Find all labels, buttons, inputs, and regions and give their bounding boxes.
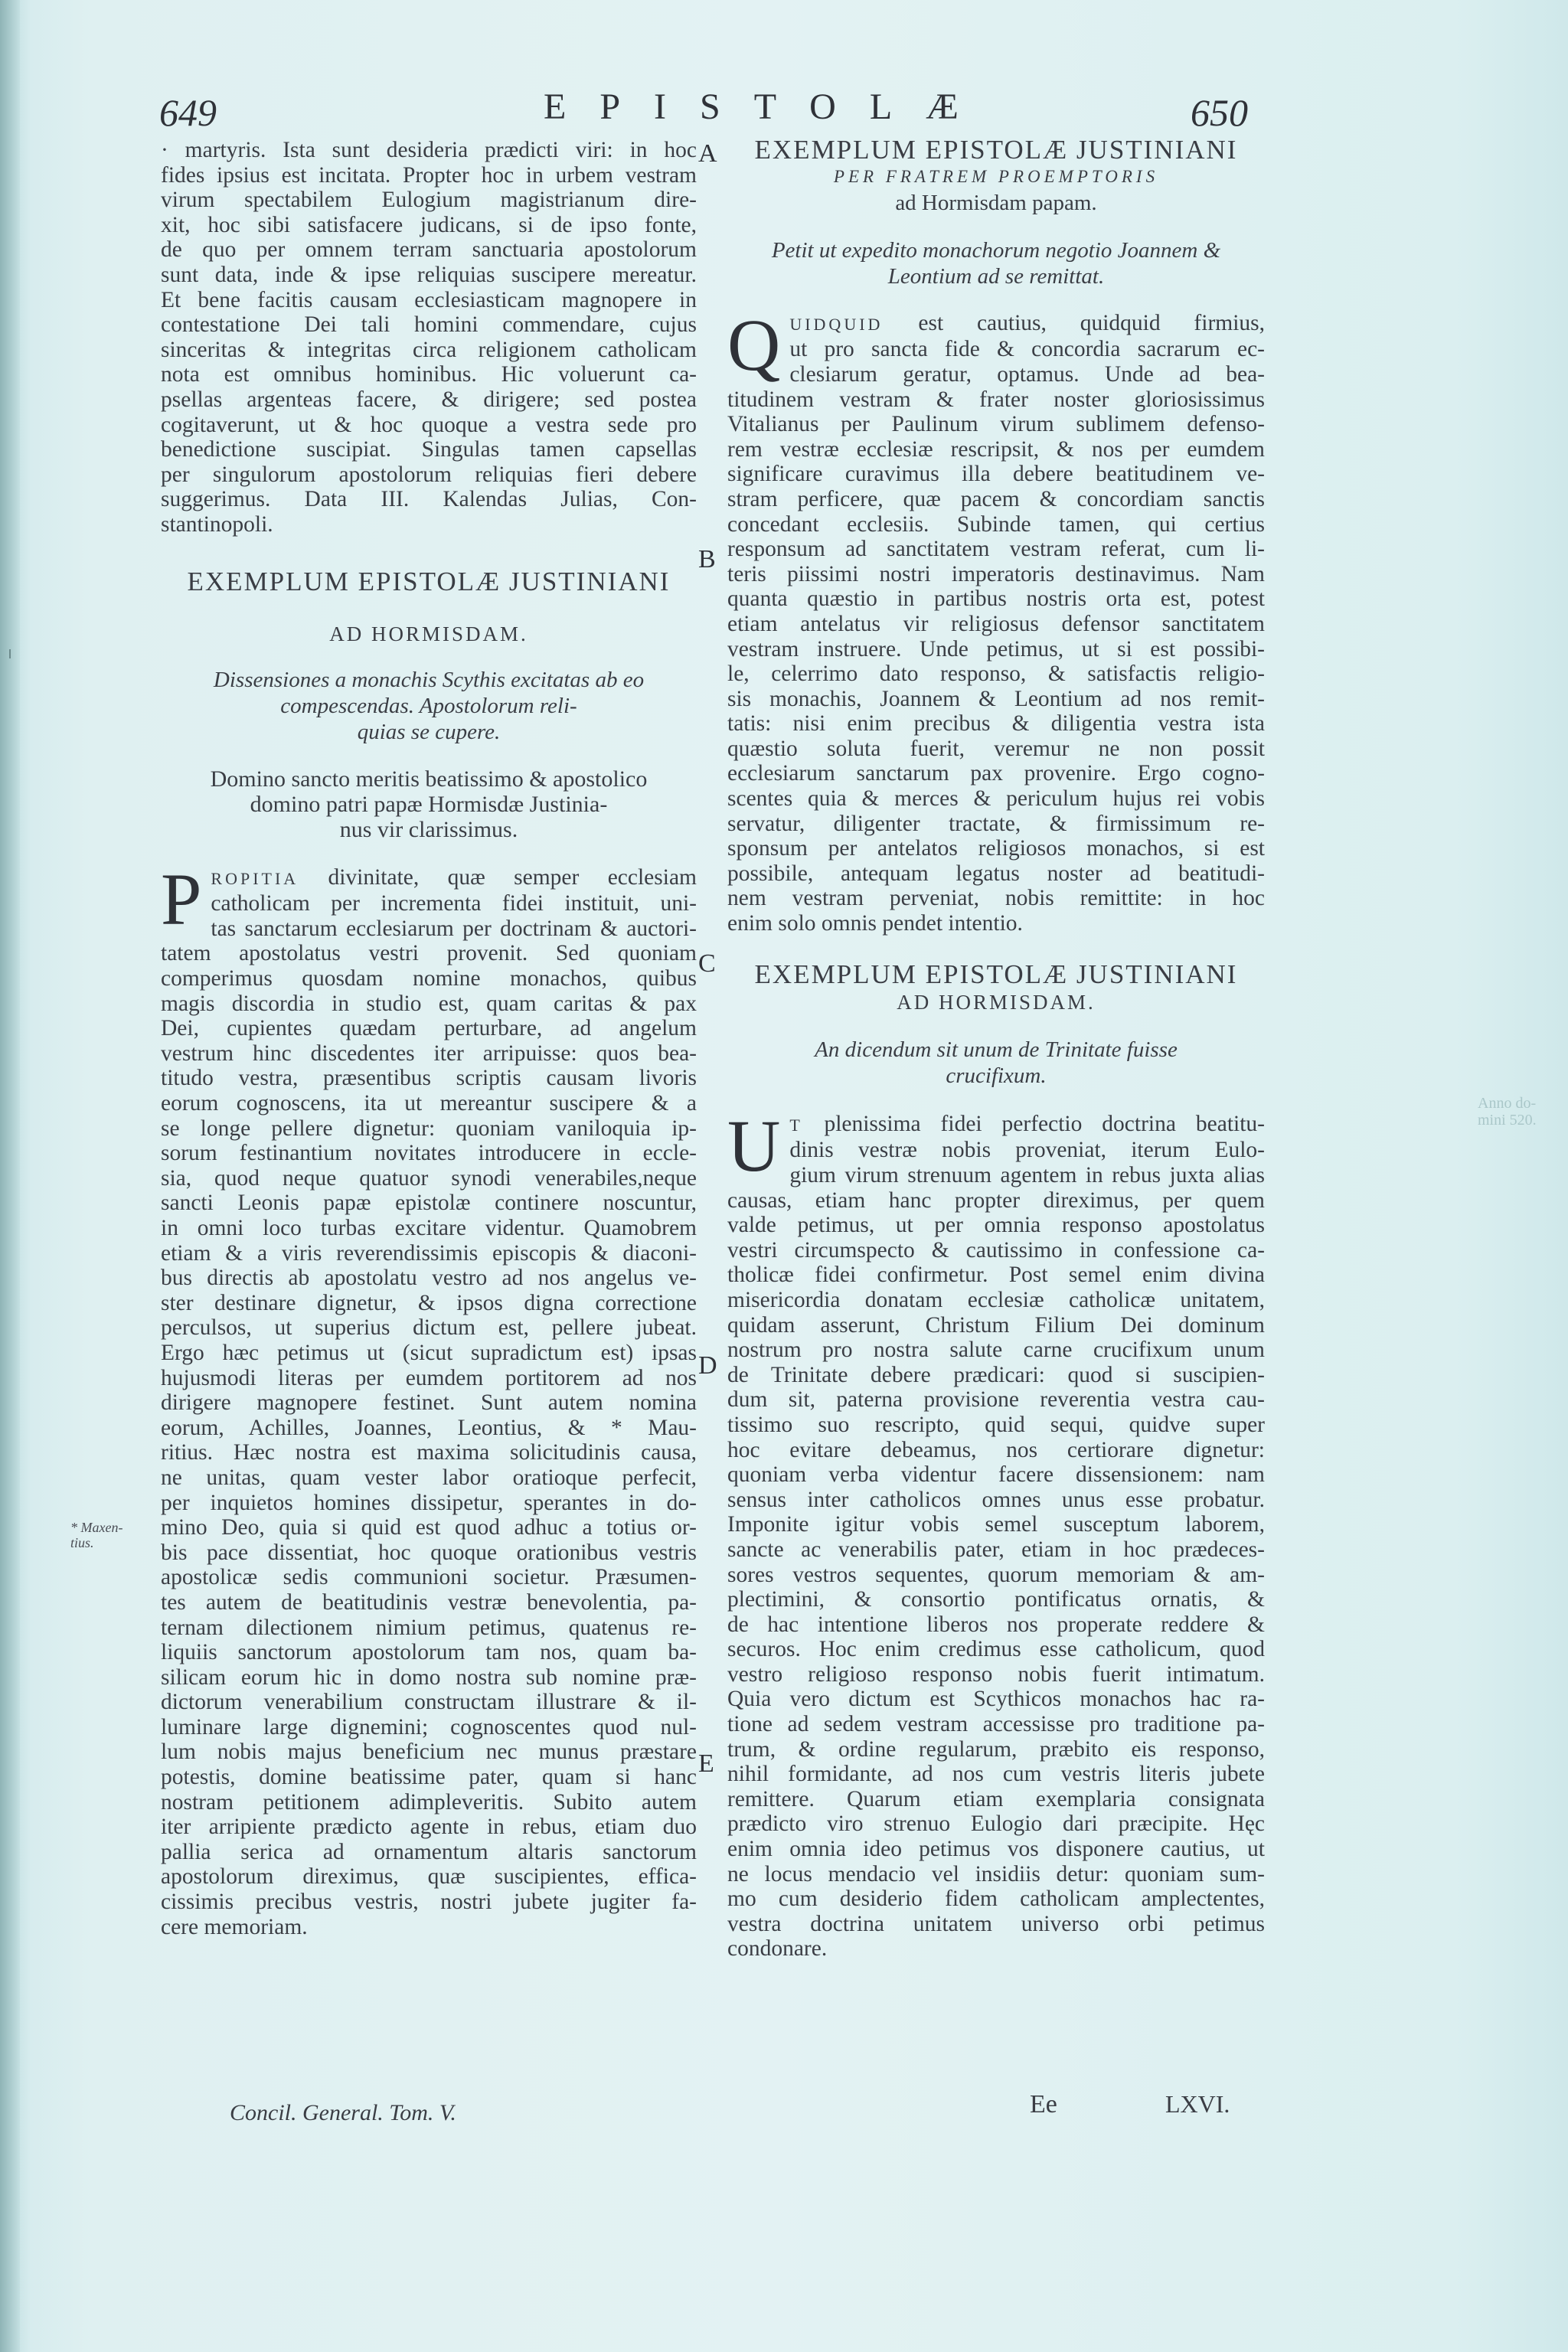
text-line: nostrum pro nostra salute carne crucifixum unum	[727, 1338, 1265, 1363]
text-line: de hac intentione liberos nos properate reddere &	[727, 1612, 1265, 1637]
text-line: dirigere magnopere festinet. Sunt autem nomina	[161, 1390, 697, 1416]
text-line: benedictione suscipiat. Singulas tamen capsellas	[161, 437, 697, 462]
text-line: iter arripiente prædicto agente in rebus, etiam duo	[161, 1815, 697, 1840]
text-line: T plenissima fidei perfectio doctrina beatitu-	[789, 1111, 1265, 1136]
text-line: causas, etiam hanc propter direximus, per quem	[727, 1187, 1265, 1213]
text-line: gium virum strenuum agentem in rebus juxta alias	[789, 1163, 1265, 1187]
text-line: sancti Leonis papæ epistolæ continere noscuntur,	[161, 1191, 697, 1216]
text-line: possibile, antequam legatus noster ad beatitudi-	[727, 861, 1265, 886]
text-line: ut pro sancta fide & concordia sacrarum ec-	[789, 337, 1265, 362]
text-line: plectimini, & consortio pontificatus ornatis, &	[727, 1587, 1265, 1612]
text-line: misericordia donatam ecclesiæ catholicæ unitatem,	[727, 1287, 1265, 1312]
text-line: tissimo suo rescripto, quid sequi, quidve super	[727, 1412, 1265, 1437]
text-line: enim omnia ideo petimus vos disponere cautius, ut	[727, 1837, 1265, 1862]
show-through-line: Anno do-	[1478, 1095, 1537, 1112]
intro-paragraph	[161, 138, 697, 537]
text-line: mino Deo, quia si quid est quod adhuc a totius or-	[161, 1515, 697, 1540]
text-line: hoc evitare debeamus, nos certiorare dignetur:	[727, 1437, 1265, 1462]
text-line: trum, & ordine regularum, præbito eis responso,	[727, 1736, 1265, 1762]
text-line: Dissensiones a monachis Scythis excitatas ab eo	[213, 667, 645, 692]
text-line: eorum cognoscens, ita ut mereantur suscipere & a	[161, 1091, 697, 1116]
letter-body-lines	[727, 303, 1266, 936]
text-line: contestatione Dei tali homini commendare, cujus	[161, 312, 697, 338]
text-line: ternam dilectionem nimium petimus, quatenus re-	[161, 1615, 697, 1640]
text-line: quanta quæstio in partibus nostris orta est, potest	[727, 586, 1265, 612]
show-through-text	[1478, 1095, 1537, 1129]
text-line: etiam & a viris reverendissimis episcopis & diaconi-	[161, 1240, 697, 1266]
text-line: compescendas. Apostolorum reli-	[280, 693, 577, 718]
text-line: servatur, diligenter tractate, & firmissimum re-	[727, 811, 1265, 836]
text-line: suggerimus. Data III. Kalendas Julias, Con-	[161, 487, 697, 512]
text-line: bis pace dissentiat, hoc quoque orationibus vestris	[161, 1540, 697, 1565]
letter-addressee: AD HORMISDAM.	[897, 991, 1096, 1014]
text-line: valde petimus, ut per omnia responso apostolatus	[727, 1213, 1265, 1238]
margin-note-line: tius.	[70, 1535, 94, 1550]
text-line: liquiis sanctorum apostolorum tam nos, quam ba-	[161, 1640, 697, 1665]
text-line: prædicto viro strenuo Eulogio dari præcipite. Hęc	[727, 1811, 1265, 1837]
text-line: vestri circumspecto & cautissimo in confessione ca-	[727, 1237, 1265, 1263]
footer-volume: Concil. General. Tom. V.	[230, 2100, 456, 2125]
text-line: vestra doctrina unitatem universo orbi petimus	[727, 1911, 1265, 1936]
text-line: tes autem de beatitudinis vestræ benevolentia, pa-	[161, 1589, 697, 1615]
book-gutter	[0, 0, 20, 2352]
text-line: domino patri papæ Hormisdæ Justinia-	[250, 791, 608, 817]
text-line: tas sanctarum ecclesiarum per doctrinam & auctori-	[211, 916, 697, 941]
opening-word: T	[789, 1115, 825, 1135]
footer-signature: Ee	[1030, 2090, 1057, 2118]
text-line: clesiarum geratur, optamus. Unde ad bea-	[789, 361, 1265, 387]
text-line: tione ad sedem vestram accessisse pro traditione pa-	[727, 1712, 1265, 1737]
opening-word: ROPITIA	[211, 868, 328, 888]
right-column	[727, 135, 1266, 1962]
text-line: pallia serica ad ornamentum altaris sanctorum	[161, 1839, 697, 1864]
text-line: le, celerrimo dato responso, & satisfactis religio-	[727, 662, 1265, 687]
text-line: sorum festinantium novitates introducere in eccle-	[161, 1141, 697, 1166]
text-line: rem vestræ ecclesiæ rescripsit, & nos per eumdem	[727, 436, 1265, 462]
text-line: ROPITIA divinitate, quæ semper ecclesiam	[211, 864, 697, 890]
text-line: eorum, Achilles, Joannes, Leontius, & * Mau-	[161, 1415, 697, 1440]
text-line: scentes quia & merces & periculum hujus rei vobis	[727, 786, 1265, 812]
letter-body	[727, 1104, 1265, 1962]
text-line: Vitalianus per Paulinum virum sublimem defenso-	[727, 412, 1265, 437]
text-line: de Trinitate debere prædicari: quod si suscipien-	[727, 1362, 1265, 1387]
text-line: per inquietos homines dissipetur, sperantes in do-	[161, 1490, 697, 1515]
text-line: per singulorum apostolorum reliquias fieri debere	[161, 462, 697, 487]
text-line: dum sit, paterna provisione reverentia vestra cau-	[727, 1387, 1265, 1413]
letter-addressee: ad Hormisdam papam.	[895, 191, 1097, 216]
text-line: quias se cupere.	[357, 719, 501, 744]
text-line: vestrum hinc discedentes iter arripuisse: quos bea-	[161, 1040, 697, 1066]
text-line: ne unitas, quam vester labor oratioque perfecit,	[161, 1465, 697, 1490]
text-line: significare curavimus illa debere beatitudinem ve-	[727, 462, 1265, 487]
text-line: bus directis ab apostolatu vestro ad nos angelus ve-	[161, 1266, 697, 1291]
letter-body-lines	[161, 858, 697, 1940]
text-line: cere memoriam.	[161, 1914, 308, 1939]
margin-letter-c: C	[698, 949, 716, 978]
text-line: Domino sancto meritis beatissimo & apostolico	[210, 766, 648, 792]
text-line: sia, quod neque quatuor synodi venerabiles,neque	[161, 1165, 697, 1191]
text-line: catholicam per incrementa fidei instituit, uni-	[211, 891, 697, 916]
running-title: EPISTOLÆ	[544, 87, 992, 127]
show-through-line: mini 520.	[1478, 1112, 1537, 1129]
text-line: Leontium ad se remittat.	[887, 263, 1105, 289]
text-line: perculsos, ut superius dictum est, pellere jubeat.	[161, 1315, 697, 1341]
text-line: sis monachis, Joannem & Leontium ad nos remit-	[727, 686, 1265, 711]
left-column	[161, 138, 697, 1939]
text-line: Imponite igitur vobis semel susceptum laborem,	[727, 1512, 1265, 1537]
margin-letter-b: B	[698, 545, 716, 573]
text-line: nem vestram perveniat, nobis remittite: in hoc	[727, 886, 1265, 911]
text-line: mo cum desiderio fidem catholicam amplectentes,	[727, 1886, 1265, 1912]
letter-body	[727, 303, 1266, 936]
text-line: magis discordia in studio est, quam caritas & pax	[161, 991, 697, 1016]
text-line: nus vir clarissimus.	[339, 816, 518, 842]
text-line: stram perficere, quæ pacem & concordiam sanctis	[727, 486, 1265, 511]
letter-heading: EXEMPLUM EPISTOLÆ JUSTINIANI	[754, 135, 1238, 165]
text-line: potestis, domine beatissime pater, quam si hanc	[161, 1765, 697, 1790]
text-line: ne locus mendacio vel insidiis detur: quoniam sum-	[727, 1861, 1265, 1886]
right-page-number: 650	[1191, 91, 1248, 134]
text-line: ster destinare dignetur, & ipsos digna correctione	[161, 1290, 697, 1315]
text-line: Quia vero dictum est Scythicos monachos hac ra-	[727, 1687, 1265, 1712]
text-line: virum spectabilem Eulogium magistrianum dire-	[161, 188, 697, 213]
text-line: comperimus quosdam nomine monachos, quibus	[161, 966, 697, 991]
text-line: sinceritas & integritas circa religionem catholicam	[161, 337, 697, 362]
text-line: apostolicæ sedis communioni societur. Præsumen-	[161, 1565, 697, 1590]
text-line: Ergo hæc petimus ut (sicut supradictum est) ipsas	[161, 1340, 697, 1365]
text-line: condonare.	[727, 1936, 828, 1962]
text-line: se longe pellere dignetur: quoniam vaniloquia ip-	[161, 1116, 697, 1141]
letter-summary	[727, 1037, 1265, 1089]
text-line: quæstio soluta fuerit, veremur ne non possit	[727, 736, 1265, 761]
text-line: silicam eorum hic in domo nostra sub nomine præ-	[161, 1664, 697, 1690]
text-line: tatem apostolatus vestri provenit. Sed quoniam	[161, 941, 697, 966]
text-line: sunt data, inde & ipse reliquias suscipere mereatur.	[161, 262, 697, 287]
text-line: titudinem vestram & frater noster gloriosissimus	[727, 387, 1265, 412]
left-page-number: 649	[159, 91, 217, 134]
text-line: Dei, cupientes quædam perturbare, ad angelum	[161, 1016, 697, 1041]
text-line: Et bene facitis causam ecclesiasticam magnopere in	[161, 287, 697, 312]
text-line: sensus inter catholicos omnes unus esse probatur.	[727, 1487, 1265, 1512]
margin-letter-d: D	[698, 1351, 717, 1380]
text-line: etiam antelatus vir religiosus defensor sanctitatem	[727, 611, 1265, 636]
text-line: sores vestros sequentes, quorum memoriam & am-	[727, 1562, 1265, 1587]
text-line: responsum ad sanctitatem vestram referat, cum li-	[727, 537, 1265, 562]
text-line: quidam asserunt, Christum Filium Dei dominum	[727, 1312, 1265, 1338]
text-line: cogitaverunt, ut & hoc quoque a vestra sede pro	[161, 412, 697, 437]
text-line: vestro religioso responso nobis fuerit intimatum.	[727, 1661, 1265, 1687]
text-line: enim solo omnis pendet intentio.	[727, 911, 1023, 936]
text-line: tatis: nisi enim precibus & diligentia vestra ista	[727, 711, 1265, 737]
text-line: fides ipsius est incitata. Propter hoc in urbem vestram	[161, 162, 697, 188]
gutter-mark	[9, 649, 11, 658]
drop-capital: P	[161, 858, 202, 940]
text-line: psellas argenteas facere, & dirigere; sed postea	[161, 387, 697, 412]
letter-heading: EXEMPLUM EPISTOLÆ JUSTINIANI	[754, 959, 1238, 989]
text-line: in omni loco turbas excitare videntur. Quamobrem	[161, 1216, 697, 1240]
text-line: sancte ac venerabilis pater, etiam in hoc prædeces-	[727, 1537, 1265, 1562]
text-line: An dicendum sit unum de Trinitate fuisse	[815, 1037, 1178, 1062]
footer-folio: LXVI.	[1165, 2090, 1230, 2118]
letter-heading: EXEMPLUM EPISTOLÆ JUSTINIANI	[187, 566, 671, 596]
text-line: nihil formidante, ad nos cum vestris literis jubete	[727, 1762, 1265, 1787]
letter-summary	[161, 667, 697, 745]
text-line: · martyris. Ista sunt desideria prædicti viri: in hoc	[161, 138, 697, 162]
letter-subheading: PER FRATREM PROEMPTORIS	[833, 166, 1159, 186]
text-line: ecclesiarum sanctarum pax provenire. Ergo cogno-	[727, 761, 1265, 786]
letter-body-lines	[727, 1104, 1265, 1962]
letter-addressee: AD HORMISDAM.	[329, 622, 528, 646]
text-line: Petit ut expedito monachorum negotio Joannem &	[771, 237, 1221, 263]
text-line: crucifixum.	[946, 1063, 1047, 1088]
text-line: remittere. Quarum etiam exemplaria consignata	[727, 1786, 1265, 1811]
text-line: stantinopoli.	[161, 511, 273, 537]
text-line: titudo vestra, præsentibus scriptis causam livoris	[161, 1066, 697, 1091]
text-line: de quo per omnem terram sanctuaria apostolorum	[161, 237, 697, 263]
margin-letter-e: E	[698, 1749, 714, 1778]
margin-note-line: * Maxen-	[70, 1520, 123, 1535]
letter-summary	[727, 237, 1265, 289]
text-line: dinis vestræ nobis proveniat, iterum Eulo-	[789, 1138, 1265, 1163]
margin-letter-a: A	[698, 139, 717, 168]
opening-word: UIDQUID	[789, 314, 919, 334]
salutation	[161, 766, 697, 842]
drop-capital: U	[727, 1104, 781, 1187]
letter-body	[161, 858, 697, 1940]
text-line: dictorum venerabilium constructam illustrare & il-	[161, 1690, 697, 1715]
text-line: luminare large dignemini; cognoscentes quod nul-	[161, 1714, 697, 1740]
text-line: tholicæ fidei confirmetur. Post semel enim divina	[727, 1263, 1265, 1288]
text-line: nota est omnibus hominibus. Hic voluerunt ca-	[161, 362, 697, 387]
text-line: securos. Hoc enim credimus esse catholicum, quod	[727, 1637, 1265, 1662]
text-line: cissimis precibus vestris, nostri jubete jugiter fa-	[161, 1890, 697, 1915]
text-line: UIDQUID est cautius, quidquid firmius,	[789, 310, 1266, 335]
text-line: concedant ecclesiis. Subinde tamen, qui certius	[727, 511, 1265, 537]
text-line: vestram instruere. Unde petimus, ut si est possibi-	[727, 636, 1265, 662]
text-line: hujusmodi literas per eumdem portitorem ad nos	[161, 1365, 697, 1390]
text-line: sponsum per antelatos religiosos monachos, si est	[727, 836, 1265, 861]
text-line: xit, hoc sibi satisfacere judicans, si de ipso fonte,	[161, 212, 697, 237]
text-line: ritius. Hæc nostra est maxima solicitudinis causa,	[161, 1440, 697, 1465]
margin-note	[70, 1520, 122, 1550]
drop-capital: Q	[727, 303, 781, 386]
text-line: lum nobis majus beneficium nec munus præstare	[161, 1740, 697, 1765]
text-line: apostolorum direximus, quæ suscipientes, effica-	[161, 1864, 697, 1890]
text-line: teris piissimi nostri imperatoris destinavimus. Nam	[727, 561, 1265, 586]
text-line: quoniam verba videntur facere dissensionem: nam	[727, 1462, 1265, 1488]
text-line: nostram petitionem adimpleveritis. Subito autem	[161, 1789, 697, 1815]
